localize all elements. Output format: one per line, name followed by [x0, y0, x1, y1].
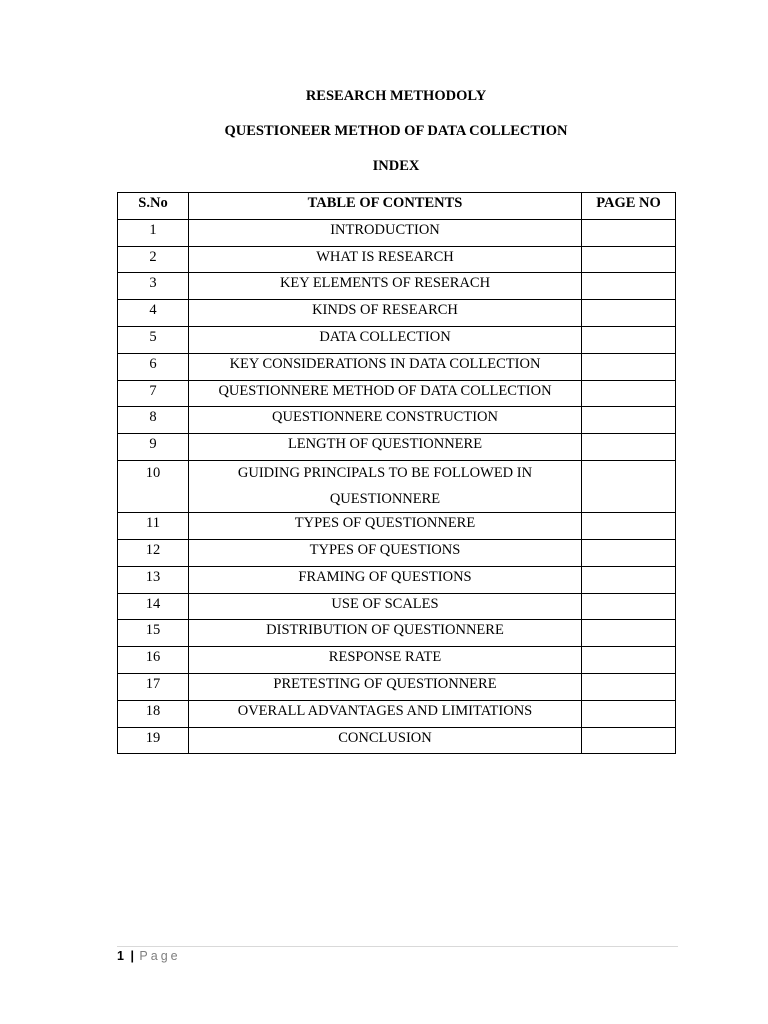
table-of-contents [117, 192, 676, 754]
row-page-cell [582, 407, 676, 434]
row-sno-cell: 11 [118, 513, 189, 540]
row-page-cell [582, 353, 676, 380]
table-header-row [118, 193, 676, 220]
row-page-cell [582, 380, 676, 407]
table-row [118, 593, 676, 620]
row-title-cell: PRETESTING OF QUESTIONNERE [189, 673, 582, 700]
table-row [118, 380, 676, 407]
row-title-cell: DISTRIBUTION OF QUESTIONNERE [189, 620, 582, 647]
footer-page-label: Page [139, 949, 181, 963]
row-page-cell [582, 513, 676, 540]
table-body [118, 219, 676, 754]
page-footer [117, 948, 181, 964]
row-sno-cell: 17 [118, 673, 189, 700]
table-row [118, 539, 676, 566]
row-title-cell: INTRODUCTION [189, 219, 582, 246]
row-page-cell [582, 300, 676, 327]
table-row [118, 273, 676, 300]
row-sno-cell: 3 [118, 273, 189, 300]
row-sno-cell: 9 [118, 434, 189, 461]
row-page-cell [582, 620, 676, 647]
row-sno-cell: 1 [118, 219, 189, 246]
row-sno-cell: 2 [118, 246, 189, 273]
row-page-cell [582, 566, 676, 593]
row-title-cell: QUESTIONNERE CONSTRUCTION [189, 407, 582, 434]
header-page-no: PAGE NO [582, 193, 676, 220]
header-table-of-contents: TABLE OF CONTENTS [189, 193, 582, 220]
row-sno-cell: 19 [118, 727, 189, 754]
row-sno-cell: 7 [118, 380, 189, 407]
table-row [118, 300, 676, 327]
row-page-cell [582, 460, 676, 512]
row-page-cell [582, 593, 676, 620]
row-title-cell: USE OF SCALES [189, 593, 582, 620]
row-title-cell: FRAMING OF QUESTIONS [189, 566, 582, 593]
footer-page-number: 1 [117, 949, 124, 963]
table-row [118, 620, 676, 647]
row-sno-cell: 13 [118, 566, 189, 593]
row-page-cell [582, 326, 676, 353]
row-title-cell: KEY CONSIDERATIONS IN DATA COLLECTION [189, 353, 582, 380]
document-subtitle: QUESTIONEER METHOD OF DATA COLLECTION [224, 123, 568, 139]
row-sno-cell: 6 [118, 353, 189, 380]
table-row [118, 647, 676, 674]
row-sno-cell: 8 [118, 407, 189, 434]
row-title-cell: RESPONSE RATE [189, 647, 582, 674]
row-page-cell [582, 273, 676, 300]
row-title-cell: GUIDING PRINCIPALS TO BE FOLLOWED IN QUESTIONNERE [189, 460, 582, 512]
row-sno-cell: 5 [118, 326, 189, 353]
row-title-cell: OVERALL ADVANTAGES AND LIMITATIONS [189, 700, 582, 727]
table-row [118, 246, 676, 273]
table-row [118, 673, 676, 700]
table-row [118, 566, 676, 593]
row-title-cell: CONCLUSION [189, 727, 582, 754]
table-row [118, 407, 676, 434]
row-page-cell [582, 246, 676, 273]
row-sno-cell: 12 [118, 539, 189, 566]
row-title-cell: DATA COLLECTION [189, 326, 582, 353]
footer-separator: | [130, 949, 134, 963]
row-sno-cell: 10 [118, 460, 189, 512]
table-row [118, 513, 676, 540]
row-page-cell [582, 219, 676, 246]
row-page-cell [582, 647, 676, 674]
footer-divider [117, 946, 678, 947]
table-row [118, 219, 676, 246]
document-title: RESEARCH METHODOLY [305, 88, 487, 104]
row-title-cell: TYPES OF QUESTIONS [189, 539, 582, 566]
row-page-cell [582, 673, 676, 700]
table-row [118, 727, 676, 754]
table-row [118, 460, 676, 512]
row-title-cell: KEY ELEMENTS OF RESERACH [189, 273, 582, 300]
row-title-cell: TYPES OF QUESTIONNERE [189, 513, 582, 540]
row-sno-cell: 15 [118, 620, 189, 647]
row-title-cell: KINDS OF RESEARCH [189, 300, 582, 327]
row-sno-cell: 4 [118, 300, 189, 327]
row-sno-cell: 16 [118, 647, 189, 674]
row-page-cell [582, 434, 676, 461]
row-sno-cell: 18 [118, 700, 189, 727]
row-page-cell [582, 727, 676, 754]
header-sno: S.No [118, 193, 189, 220]
row-title-cell: QUESTIONNERE METHOD OF DATA COLLECTION [189, 380, 582, 407]
table-row [118, 326, 676, 353]
table-row [118, 700, 676, 727]
index-heading: INDEX [372, 158, 420, 174]
table-row [118, 353, 676, 380]
row-sno-cell: 14 [118, 593, 189, 620]
row-title-cell: WHAT IS RESEARCH [189, 246, 582, 273]
table-row [118, 434, 676, 461]
row-page-cell [582, 539, 676, 566]
row-title-cell: LENGTH OF QUESTIONNERE [189, 434, 582, 461]
row-page-cell [582, 700, 676, 727]
